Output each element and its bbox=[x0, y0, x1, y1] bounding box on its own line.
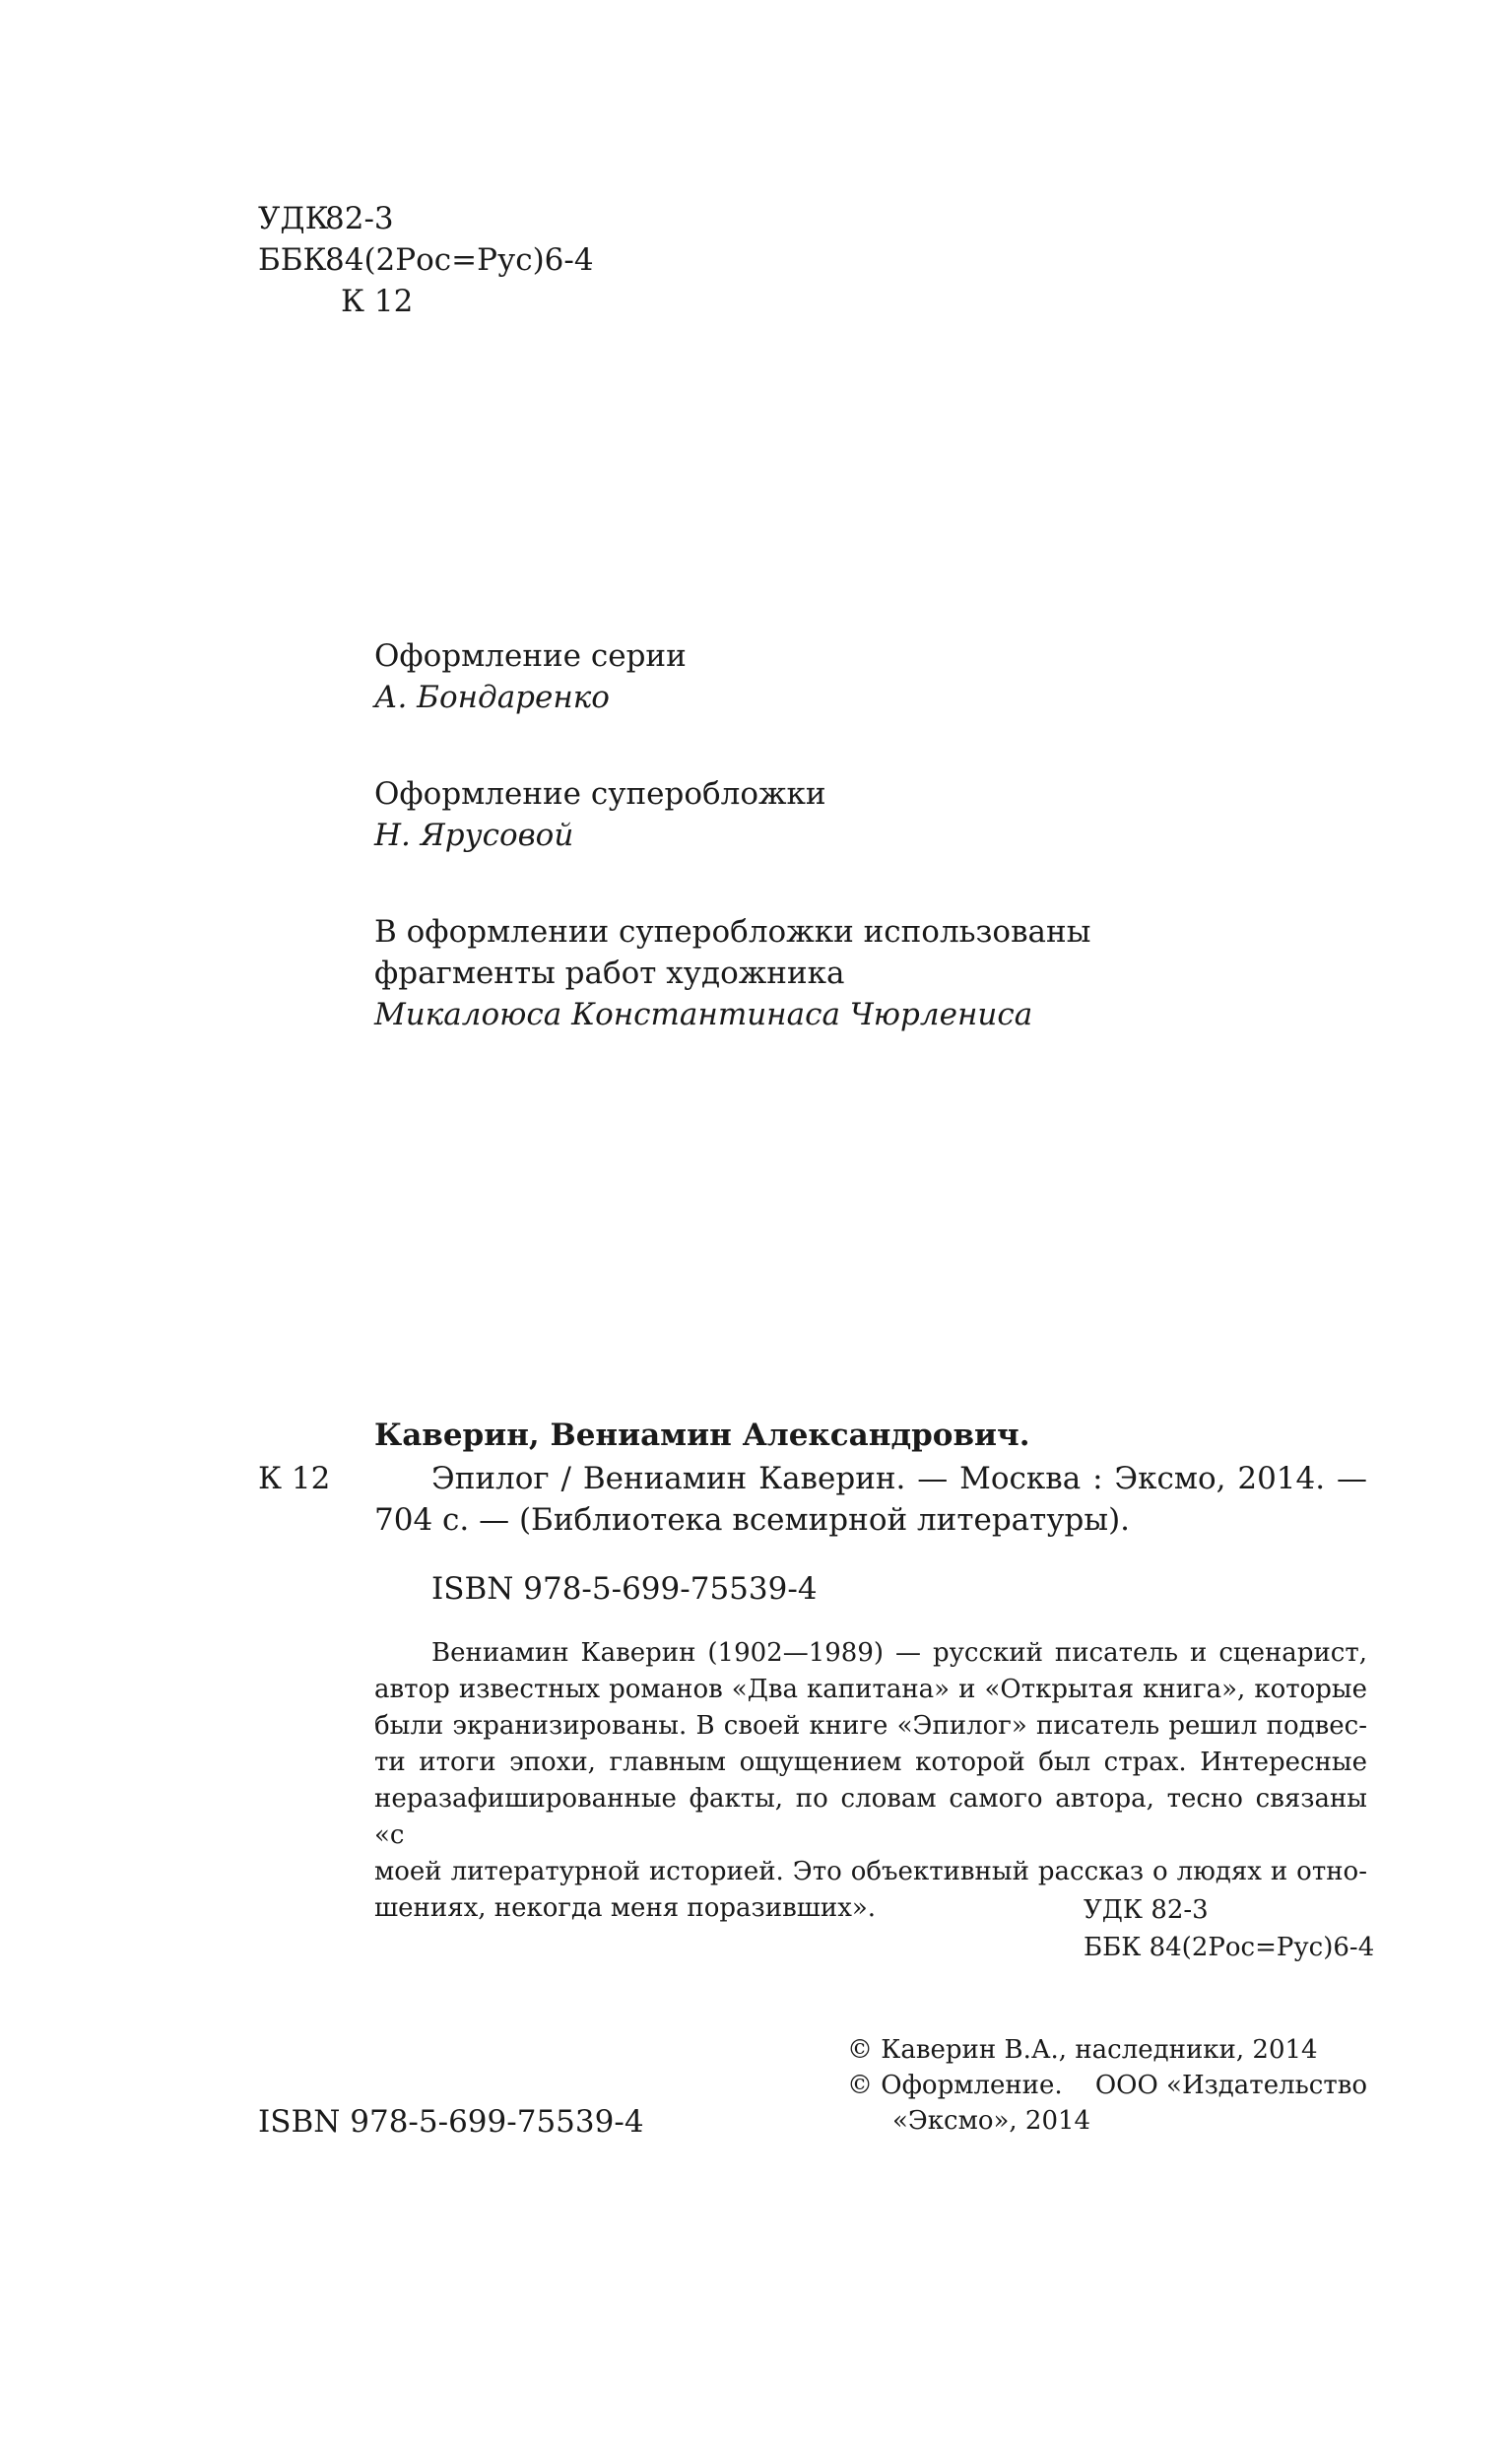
annotation-line: были экранизированы. В своей книге «Эпилог» писатель решил подвес- bbox=[374, 1711, 1367, 1741]
series-design-title: Оформление серии bbox=[374, 638, 687, 674]
annotation-line: автор известных романов «Два капитана» и «Открытая книга», которые bbox=[374, 1675, 1367, 1704]
copyright-design bbox=[847, 2068, 1367, 2103]
catalog-description-line-1: Эпилог / Вениамин Каверин. — Москва : Эксмо, 2014. — bbox=[431, 1461, 1367, 1496]
bbk-code-bottom: ББК 84(2Рос=Рус)6-4 bbox=[1084, 1933, 1375, 1962]
annotation-line: Вениамин Каверин (1902—1989) — русский писатель и сценарист, bbox=[431, 1638, 1367, 1668]
catalog-isbn: ISBN 978-5-699-75539-4 bbox=[431, 1571, 818, 1607]
copyright-design-label: © Оформление. bbox=[847, 2071, 1063, 2100]
cover-art-artist: Микалоюса Константинаса Чюрлениса bbox=[374, 997, 1033, 1032]
cover-art-line-2: фрагменты работ художника bbox=[374, 956, 845, 991]
copyright-publisher: ООО «Издательство bbox=[1094, 2071, 1367, 2100]
copyright-publisher-year: «Эксмо», 2014 bbox=[892, 2106, 1091, 2136]
cover-design-name: Н. Ярусовой bbox=[374, 818, 574, 853]
bbk-value: 84(2Рос=Рус)6-4 bbox=[325, 242, 594, 278]
design-credits bbox=[374, 635, 1090, 1090]
cover-art-line-1: В оформлении суперобложки использованы bbox=[374, 914, 1091, 950]
catalog-description bbox=[374, 1458, 1367, 1541]
bbk-row bbox=[258, 239, 594, 281]
bbk-label: ББК bbox=[258, 242, 327, 278]
udk-value: 82-3 bbox=[325, 201, 394, 236]
annotation-line: моей литературной историей. Это объективный рассказ о людях и отно- bbox=[374, 1857, 1367, 1886]
cover-art-credit bbox=[374, 911, 1090, 1035]
catalog-author-mark: К 12 bbox=[258, 1461, 331, 1496]
cover-design-credit bbox=[374, 773, 1090, 856]
annotation-line: неразафишированные факты, по словам самого автора, тесно связаны «с bbox=[374, 1784, 1367, 1850]
annotation-line: ти итоги эпохи, главным ощущением которой был страх. Интересные bbox=[374, 1748, 1367, 1777]
catalog-description-line-2: 704 с. — (Библиотека всемирной литературы). bbox=[374, 1502, 1131, 1538]
series-design-credit bbox=[374, 635, 1090, 718]
cover-design-title: Оформление суперобложки bbox=[374, 776, 826, 812]
catalog-author-heading: Каверин, Вениамин Александрович. bbox=[374, 1418, 1030, 1453]
udk-label: УДК bbox=[258, 201, 329, 236]
udk-row bbox=[258, 198, 594, 239]
isbn-bottom: ISBN 978-5-699-75539-4 bbox=[258, 2104, 644, 2140]
copyright-notices bbox=[847, 2032, 1367, 2139]
copyright-author: © Каверин В.А., наследники, 2014 bbox=[847, 2035, 1318, 2065]
series-design-name: А. Бондаренко bbox=[374, 680, 610, 715]
udk-code-bottom: УДК 82-3 bbox=[1084, 1895, 1209, 1925]
author-mark-top: К 12 bbox=[341, 284, 414, 319]
classification-codes-bottom bbox=[1084, 1891, 1374, 1966]
annotation-line: шениях, некогда меня поразивших». bbox=[374, 1893, 877, 1923]
classification-codes-top bbox=[258, 198, 594, 322]
catalog-annotation bbox=[374, 1635, 1367, 1927]
